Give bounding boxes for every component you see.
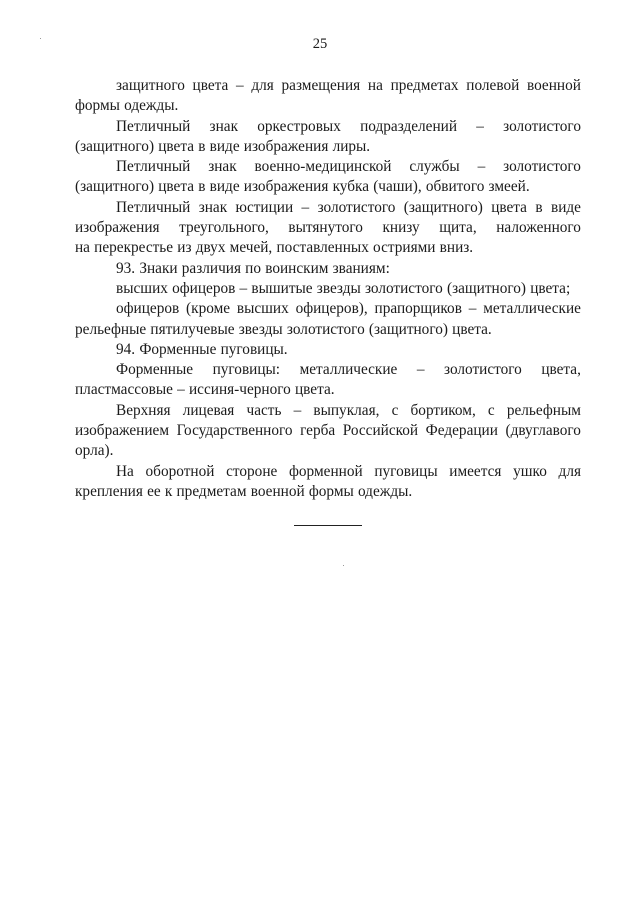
word: к (164, 482, 173, 500)
word: имеется (449, 462, 502, 480)
word: Форменные (139, 340, 217, 358)
word: Знаки (139, 259, 178, 277)
word: – (476, 117, 484, 135)
word: цвета (158, 178, 195, 196)
word: змеей. (488, 178, 530, 196)
word: рельефные (75, 320, 147, 338)
word: орла). (75, 442, 114, 460)
word: цвета (491, 198, 527, 216)
word: Петличный (116, 198, 191, 216)
word: предметах (390, 77, 459, 94)
word: щита, (439, 219, 477, 237)
word: мечей, (229, 239, 273, 257)
word: Верхняя (116, 401, 171, 419)
text-line (75, 279, 581, 299)
word: форменной (289, 462, 363, 480)
word: (кроме (186, 300, 231, 318)
word: подразделений (360, 117, 458, 135)
word: знак (208, 158, 237, 176)
word: пластмассовые (75, 381, 173, 399)
word: 94. (116, 340, 136, 358)
word: цвета; (530, 279, 571, 297)
word: пуговицы. (220, 340, 288, 358)
text-line (75, 137, 581, 157)
word: (чаши), (373, 178, 422, 196)
word: изображения (75, 219, 160, 237)
word: в (198, 178, 206, 196)
word: на (367, 77, 383, 94)
word: книзу (382, 219, 420, 237)
word: – (416, 361, 425, 379)
word: золотистого (317, 198, 396, 216)
word: (защитного) (368, 320, 448, 338)
word: – (301, 198, 310, 216)
word: оборотной (145, 462, 215, 480)
word: формы (308, 482, 354, 500)
text-line (75, 360, 581, 380)
word: пуговицы (374, 462, 438, 480)
word: ушко (513, 462, 547, 480)
word: – (177, 381, 185, 399)
word: знак (198, 198, 228, 216)
word: из (177, 239, 192, 257)
word: офицеров (116, 300, 180, 318)
word: военно-медицинской (254, 158, 392, 176)
word: размещения (281, 77, 361, 94)
word: различия (181, 259, 241, 277)
word: офицеров (172, 279, 236, 297)
word: формы (75, 97, 120, 115)
word: изображения (243, 137, 329, 155)
word: звезды (238, 320, 283, 338)
text-line (75, 238, 581, 258)
word: часть (246, 401, 282, 419)
word: в (535, 198, 543, 216)
word: цвета. (452, 320, 492, 338)
word: 93. (116, 259, 136, 277)
word: званиям: (332, 259, 390, 277)
word: прапорщиков (374, 300, 462, 318)
word: золотистого (364, 279, 443, 297)
word: ее (147, 482, 161, 500)
word: военной (526, 77, 581, 94)
word: Российской (342, 422, 419, 440)
word: пятилучевые (150, 320, 235, 338)
word: знак (209, 117, 238, 135)
text-line (75, 299, 581, 319)
text-line (75, 218, 581, 238)
word: вышитые (251, 279, 313, 297)
word: предметам (176, 482, 247, 500)
word: цвета (158, 137, 195, 155)
word: лицевая (182, 401, 235, 419)
text-line (75, 76, 581, 96)
word: Федерации (425, 422, 498, 440)
word: полевой (466, 77, 520, 94)
word: двух (195, 239, 226, 257)
word: наложенного (496, 219, 581, 237)
word: виде (209, 137, 240, 155)
body-text (75, 76, 581, 502)
scan-speck (40, 38, 41, 39)
word: высших (116, 279, 168, 297)
word: бортиком, (410, 401, 476, 419)
word: юстиции (235, 198, 294, 216)
word: (защитного) (403, 198, 483, 216)
word: – (477, 158, 486, 176)
word: (защитного) (75, 178, 155, 196)
word: лиры. (332, 137, 371, 155)
word: иссиня-черного (189, 381, 291, 399)
word: стороне (226, 462, 278, 480)
text-line (75, 96, 581, 116)
word: по (245, 259, 262, 277)
text-line (75, 462, 581, 482)
word: службы (409, 158, 460, 176)
end-separator-line (294, 525, 362, 526)
text-line (75, 482, 581, 502)
text-line (75, 117, 581, 137)
word: изображения (243, 178, 329, 196)
word: Петличный (116, 117, 191, 135)
word: для (558, 462, 581, 480)
word: с (391, 401, 399, 419)
word: военной (250, 482, 305, 500)
word: с (487, 401, 495, 419)
word: цвета, (541, 361, 581, 379)
word: цвета (192, 77, 229, 94)
word: звезды (316, 279, 361, 297)
word: – (293, 401, 302, 419)
word: на (75, 239, 90, 257)
word: виде (550, 198, 581, 216)
text-line (75, 441, 581, 461)
text-line (75, 259, 581, 279)
word: виде (209, 178, 240, 196)
word: обвитого (425, 178, 485, 196)
word: герба (300, 422, 336, 440)
word: поставленных (276, 239, 369, 257)
text-line (75, 421, 581, 441)
text-line (75, 401, 581, 421)
text-line (75, 198, 581, 218)
word: остриями (373, 239, 436, 257)
word: – (236, 77, 244, 94)
word: золотистого (444, 361, 522, 379)
word: кубка (332, 178, 369, 196)
word: Форменные (116, 361, 194, 379)
word: Государственного (176, 422, 293, 440)
word: золотистого (503, 158, 581, 176)
word: Петличный (116, 158, 191, 176)
text-line (75, 380, 581, 400)
word: офицеров), (295, 300, 368, 318)
word: На (116, 462, 134, 480)
word: крепления (75, 482, 143, 500)
word: защитного (116, 77, 185, 94)
word: для (251, 77, 274, 94)
word: – (468, 300, 477, 318)
word: изображением (75, 422, 170, 440)
word: в (198, 137, 206, 155)
word: вытянутого (288, 219, 363, 237)
word: одежды. (124, 97, 179, 115)
word: (защитного) (75, 137, 155, 155)
word: треугольного, (179, 219, 269, 237)
word: одежды. (357, 482, 413, 500)
page-number: 25 (312, 36, 328, 52)
text-line (75, 320, 581, 340)
text-line (75, 157, 581, 177)
word: перекрестье (94, 239, 174, 257)
word: пуговицы: (212, 361, 281, 379)
word: оркестровых (257, 117, 341, 135)
word: рельефным (506, 401, 581, 419)
word: (двуглавого (505, 422, 581, 440)
text-line (75, 177, 581, 197)
word: – (239, 279, 248, 297)
word: выпуклая, (313, 401, 380, 419)
word: металлические (483, 300, 581, 318)
word: металлические (299, 361, 398, 379)
word: воинским (265, 259, 329, 277)
word: высших (236, 300, 289, 318)
text-line (75, 340, 581, 360)
word: цвета. (294, 381, 335, 399)
word: золотистого (503, 117, 581, 135)
word: золотистого (286, 320, 365, 338)
word: (защитного) (446, 279, 527, 297)
scan-speck (343, 565, 344, 566)
word: вниз. (439, 239, 474, 257)
